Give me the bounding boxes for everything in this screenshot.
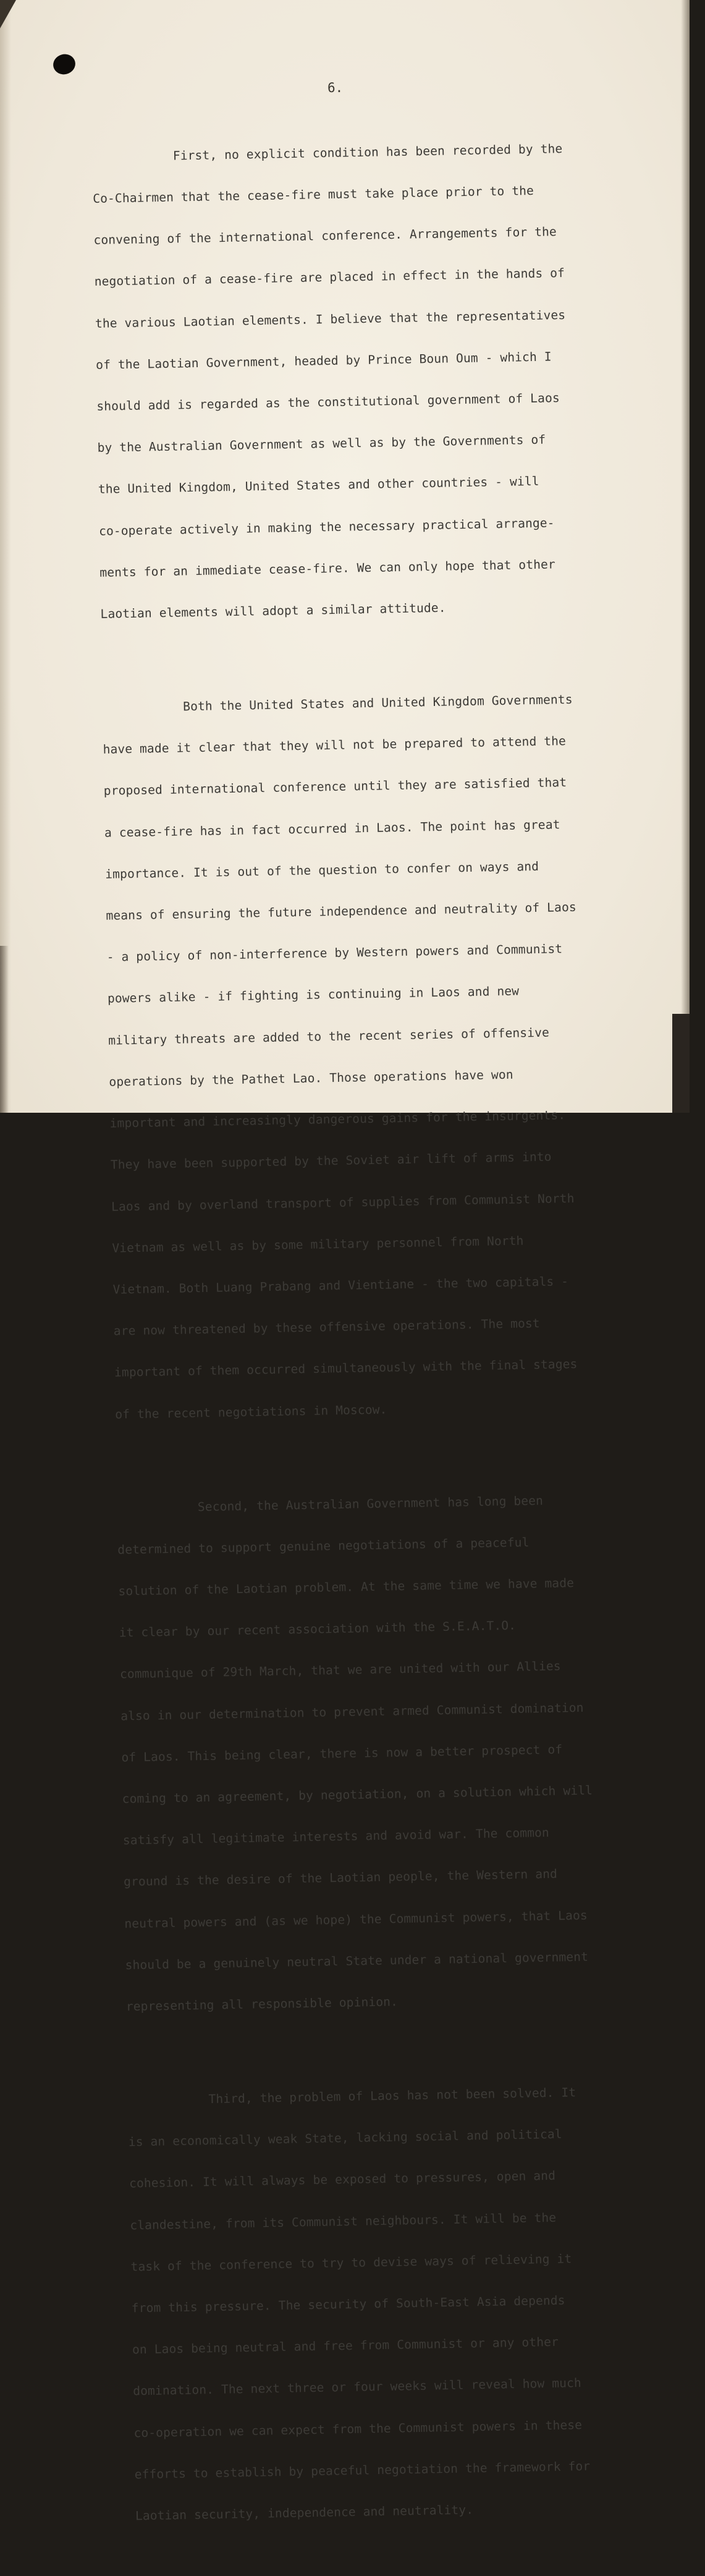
text-line: ground is the desire of the Laotian people, the Western and (123, 1867, 558, 1889)
text-line: co-operation we can expect from the Communist powers in these (133, 2417, 583, 2440)
text-line: ments for an immediate cease-fire. We can only hope that other (99, 557, 556, 580)
text-line: by the Australian Government as well as by the Governments of (97, 432, 546, 456)
text-line: means of ensuring the future independence and neutrality of Laos (106, 899, 576, 923)
text-line: of the Laotian Government, headed by Prince Boun Oum - which I (95, 349, 552, 372)
text-line: cohesion. It will always be exposed to pressures, open and (129, 2169, 556, 2191)
text-line: have made it clear that they will not be prepared to attend the (103, 734, 567, 757)
text-line: are now threatened by these offensive operations. The most (113, 1316, 540, 1338)
text-line: Second, the Australian Government has long been (116, 1493, 544, 1516)
text-line: neutral powers and (as we hope) the Communist powers, that Laos (124, 1908, 588, 1931)
page-edge-bottom-left (0, 946, 9, 1113)
text-line: task of the conference to try to devise ways of relieving it (130, 2251, 572, 2274)
text-line: is an economically weak State, lacking social and political (128, 2127, 562, 2149)
corner-fold (0, 0, 16, 28)
text-line: important and increasingly dangerous gains for the insurgents. (109, 1108, 566, 1131)
text-line: Laotian elements will adopt a similar attitude. (100, 600, 446, 621)
text-line: of the recent negotiations in Moscow. (115, 1402, 387, 1422)
text-line: determined to support genuine negotiations of a peaceful (117, 1535, 530, 1557)
text-line: operations by the Pathet Lao. Those operations have won (109, 1067, 513, 1089)
text-line: proposed international conference until they are satisfied that (103, 775, 567, 799)
text-line: it clear by our recent association with the S.E.A.T.O. (119, 1618, 517, 1640)
text-line: powers alike - if fighting is continuing in Laos and new (107, 984, 520, 1006)
text-line: They have been supported by the Soviet air lift of arms into (110, 1149, 552, 1173)
text-line: Vietnam as well as by some military personnel from North (112, 1233, 524, 1256)
text-line: military threats are added to the recent series of offensive (108, 1025, 550, 1048)
text-line: satisfy all legitimate interests and avoid war. The common (122, 1826, 550, 1848)
paragraph-first (91, 113, 669, 649)
text-line: First, no explicit condition has been recorded by the (91, 141, 563, 164)
page-edge-right (681, 0, 690, 1113)
text-line: from this pressure. The security of South-East Asia depends (131, 2293, 565, 2316)
text-line: Laos and by overland transport of supplies from Communist North (111, 1191, 575, 1214)
text-line: the various Laotian elements. I believe that the representatives (95, 307, 566, 331)
text-line: of Laos. This being clear, there is now a better prospect of (121, 1742, 563, 1765)
punch-hole (51, 52, 77, 77)
text-line: clandestine, from its Communist neighbours. It will be the (130, 2210, 557, 2233)
text-line: the United Kingdom, United States and other countries - will (98, 474, 539, 497)
text-line: on Laos being neutral and free from Communist or any other (132, 2334, 559, 2357)
text-line: importance. It is out of the question to confer on ways and (105, 859, 539, 882)
text-line: Vietnam. Both Luang Prabang and Vientiane - the two capitals - (112, 1274, 569, 1297)
paragraph-second (101, 663, 684, 1449)
paragraph-third (116, 1463, 695, 2041)
text-line: should be a genuinely neutral State under a national government (125, 1949, 589, 1973)
text-line: solution of the Laotian problem. At the same time we have made (118, 1576, 575, 1599)
text-line: domination. The next three or four weeks will reveal how much (133, 2376, 582, 2399)
text-line: a cease-fire has in fact occurred in Laos. The point has great (104, 817, 560, 840)
text-line: should add is regarded as the constitutional government of Laos (96, 391, 560, 414)
document-body (91, 113, 705, 2575)
text-line: co-operate actively in making the necessary practical arrange- (98, 516, 555, 538)
text-line: coming to an agreement, by negotiation, on a solution which will (122, 1783, 593, 1806)
paragraph-fourth (127, 2056, 704, 2551)
text-line: Laotian security, independence and neutrality. (135, 2502, 474, 2523)
text-line: Third, the problem of Laos has not been solved. It (127, 2085, 576, 2108)
text-line: convening of the international conference. Arrangements for the (93, 224, 557, 248)
text-line: also in our determination to prevent armed Communist domination (120, 1700, 584, 1724)
text-line: important of them occurred simultaneously with the final stages (114, 1357, 578, 1380)
text-line: negotiation of a cease-fire are placed in effect in the hands of (94, 266, 565, 289)
text-line: representing all responsible opinion. (125, 1994, 399, 2014)
text-line: Both the United States and United Kingdom Governments (102, 692, 573, 715)
page-number: 6. (327, 80, 344, 95)
text-line: Co-Chairmen that the cease-fire must take place prior to the (93, 183, 534, 206)
text-line: communique of 29th March, that we are united with our Allies (119, 1659, 561, 1681)
text-line: - a policy of non-interference by Western powers and Communist (106, 942, 563, 965)
text-line: efforts to establish by peaceful negotiation the framework for (134, 2459, 591, 2482)
